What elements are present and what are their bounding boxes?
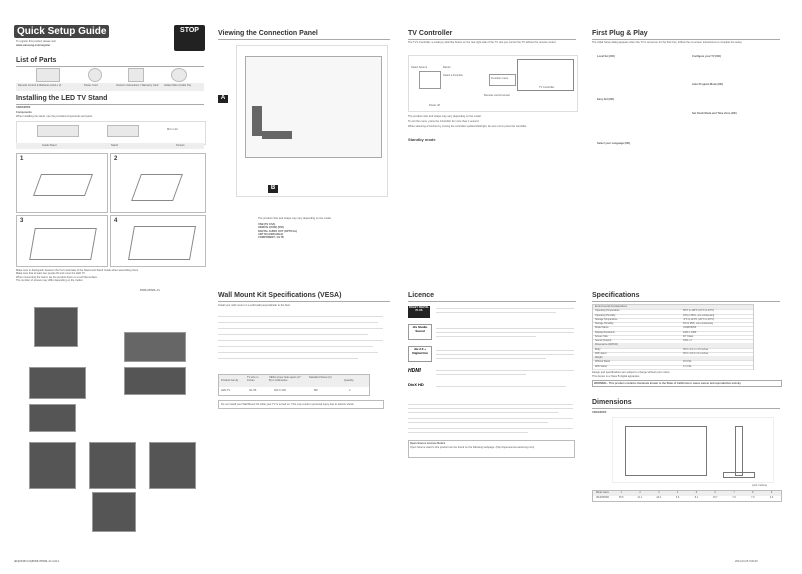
licence-title: Licence — [408, 292, 435, 299]
spec-value: 15.9 lbs — [683, 360, 692, 364]
footer-left: [EN]H6350-NA]BN68-05598L-01.indd 1 — [14, 560, 60, 563]
dim-cell: 21.1 — [637, 496, 643, 499]
port-item: COMPONENT / AV IN — [258, 236, 284, 240]
register-url[interactable]: www.samsung.com/register — [16, 44, 51, 47]
install-note: The number of screws may differ depending on the model. — [16, 278, 83, 282]
open-source-text: Open Source used in this product can be found on the following webpage. (http://opensource.samsung.com) — [410, 446, 535, 450]
dim-col-header: 6 — [706, 491, 725, 496]
install-note: When connecting the stand, lay the product down on a soft flat surface. — [16, 275, 98, 279]
install-notes — [16, 269, 204, 282]
spec-label: Display Resolution — [595, 330, 615, 334]
spec-label: Storage Temperature — [595, 317, 618, 321]
dim-cell: 15.7 — [712, 496, 718, 499]
part-remote — [36, 68, 60, 82]
pnp-step: Auto Program Mode (OK) — [692, 83, 724, 87]
vesa-col-header: TV size in inches — [247, 376, 259, 382]
stand-illustration — [131, 174, 183, 201]
dim-cell: UN40H6350 — [595, 496, 609, 499]
spec-label: Dimensions (WxHxD) — [595, 343, 618, 347]
vesa-cell: LED-TV — [221, 389, 231, 392]
part-cable-tie — [171, 68, 187, 82]
flow-screen — [34, 307, 78, 347]
part-label: Owner's Instructions / Warranty Card — [116, 84, 159, 87]
wall-mount-title: Wall Mount Kit Specifications (VESA) — [218, 292, 342, 299]
spec-label: Body — [595, 347, 601, 351]
spec-title: Specifications — [592, 292, 640, 299]
connection-footnote: The product color and shape may vary depending on the model. — [258, 217, 332, 220]
dim-cell: 36.5 — [618, 496, 624, 499]
controller-label: Power off — [429, 104, 440, 107]
dim-cell: 7.9 — [751, 496, 755, 499]
component-label: Guide Stand — [42, 144, 57, 147]
install-note: Make sure to distinguish between the front and back of the Stand and Stand Guide when assembling them. — [16, 269, 139, 272]
wall-mount-intro: Install your wall mount on a solid wall perpendicular to the floor. — [218, 304, 291, 307]
open-source-box — [408, 440, 575, 458]
step-1 — [16, 153, 108, 213]
components-strip — [16, 121, 206, 145]
screw-spec: M4 x L12 — [167, 128, 178, 131]
vesa-col-header: Standard Screw (C) — [309, 376, 332, 379]
step-3 — [16, 215, 108, 267]
vesa-col-header: Quantity — [344, 379, 354, 382]
spec-value: 40" Class — [683, 334, 694, 338]
connection-title: Viewing the Connection Panel — [218, 30, 318, 37]
controller-label: Select a Function — [443, 74, 464, 77]
component-label: Screws — [176, 144, 185, 147]
spec-value: 10W x 2 — [683, 339, 692, 343]
licence-logo: DivX HD — [408, 382, 424, 387]
dim-col-header: 3 — [649, 491, 668, 496]
dim-cell: 8.1 — [694, 496, 699, 499]
spec-value: 36.5 x 23.4 x 8.1 inches — [683, 351, 709, 355]
part-manual — [128, 68, 144, 82]
dim-col-header: 4 — [668, 491, 687, 496]
dim-col-header: 1 — [612, 491, 631, 496]
callout-a: A — [218, 95, 228, 103]
controller-intro: The TV's Controller, a small joy stick like button on the rear right side of the TV, lets you control the TV without the remote control. — [408, 41, 557, 44]
pnp-intro: The Initial Setup dialog appears when the TV is turned on for the first time. Follow the on-screen instructions to complete the setup. — [592, 41, 743, 44]
dimensions-title: Dimensions — [592, 399, 632, 406]
spec-value: 50°F to 104°F (10°C to 40°C) — [683, 309, 715, 313]
installing-model: UN40H6350 — [16, 106, 31, 109]
tv-front-drawing — [625, 426, 707, 476]
dim-col-header: Model name — [593, 491, 612, 496]
spec-note: This device is a Class B digital apparatus. — [592, 375, 641, 378]
wall-mount-body — [218, 312, 388, 382]
spec-value: UN40H6350 — [683, 326, 697, 330]
callout-b: B — [268, 185, 278, 193]
install-note: Make sure that at least two people lift and move the LED TV. — [16, 272, 86, 276]
port-item: DIGITAL AUDIO OUT (OPTICAL) — [258, 229, 298, 233]
spec-label: With Stand — [595, 364, 607, 368]
spec-label: Model Name — [595, 326, 609, 330]
guide-subtitle: To register this product please visit — [16, 40, 56, 43]
spec-label: With stand — [595, 351, 607, 355]
pnp-step: Select your Language (OK) — [597, 141, 631, 145]
step-number: 3 — [20, 218, 24, 224]
port-panel — [262, 131, 292, 139]
page-specifications — [592, 292, 782, 532]
dimensions-drawing — [612, 417, 774, 483]
pnp-step: Easy Set (OK) — [597, 98, 615, 102]
spec-value: -4°F to 113°F (-20°C to 45°C) — [683, 317, 715, 321]
spec-row — [593, 365, 753, 370]
flow-screen — [149, 442, 196, 489]
doc-code: BN68-05598L-01 — [140, 289, 160, 292]
dim-col-header: 9 — [762, 491, 781, 496]
dim-col-header: 7 — [725, 491, 744, 496]
dim-col-header: 2 — [631, 491, 650, 496]
tv-back — [245, 56, 382, 158]
flow-screen — [29, 404, 76, 432]
licence-logo: DOLBY DIGITAL PLUS — [408, 306, 430, 318]
flow-screen — [89, 442, 136, 489]
port-panel — [252, 106, 262, 136]
controller-bullet: To exit the menu, press the Controller for more than 1 second. — [408, 120, 480, 123]
spec-label: Screen Size — [595, 334, 608, 338]
pnp-step: Local Set (OK) — [597, 55, 615, 58]
vesa-col-header: Product Family — [221, 379, 239, 382]
step-number: 4 — [114, 218, 118, 224]
dimensions-unit: (unit: inches) — [752, 484, 767, 487]
spec-value: 10% to 80%, non-condensing — [683, 313, 715, 317]
parts-caption-row — [16, 143, 204, 149]
dim-col-header: 5 — [687, 491, 706, 496]
tv-back-illustration — [236, 45, 388, 197]
part-label: Holder-Wire (Cable Tie) — [164, 84, 192, 87]
stand-illustration — [33, 174, 93, 196]
stand-img — [107, 125, 139, 137]
parts-labels — [16, 83, 204, 91]
vesa-cell: M8 — [314, 389, 318, 392]
part-label: Power Cord — [84, 84, 98, 87]
dim-col-header: 8 — [743, 491, 762, 496]
licence-logo: dts Studio Sound — [408, 324, 432, 340]
list-of-parts-title: List of Parts — [16, 57, 57, 64]
pnp-left-col — [597, 55, 682, 145]
dim-cell: 2.0 — [769, 496, 774, 499]
spec-label: Weight — [595, 356, 603, 360]
standby-title: Standby mode — [408, 137, 436, 142]
dimensions-model: UN40H6350 — [592, 411, 607, 414]
spec-label: Environmental Considerations — [595, 305, 627, 308]
vesa-cell: 40~55 — [249, 389, 257, 392]
spec-label: Without Stand — [595, 360, 611, 364]
page-licence — [408, 292, 578, 532]
pnp-step: Configure your TV (OK) — [692, 55, 721, 58]
flow-screen — [124, 367, 186, 395]
tv-illustration — [128, 226, 196, 260]
controller-label: Remote control sensor — [484, 94, 511, 97]
open-source-title: Open Source Licence Notice — [410, 442, 446, 445]
function-menu-box — [489, 74, 516, 86]
part-label: Remote Control & Batteries (AAA x 2) — [18, 84, 62, 87]
spec-value: 5% to 95%, non-condensing — [683, 322, 713, 326]
pnp-step: Set Clock Mode and Time Zone (OK) — [692, 111, 737, 115]
spec-warning: WARNING - This product contains chemicals known to the State of California to cause cancer and reproductive toxicity. — [592, 380, 782, 387]
tv-side-drawing — [735, 426, 743, 476]
vesa-col-header: VESA screw hole specs (A * B) in millimeters — [269, 376, 302, 382]
page-plug-and-play — [592, 25, 782, 275]
controller-label: Return — [443, 66, 451, 69]
flow-screen — [29, 442, 76, 489]
spec-label: Storage Humidity — [595, 322, 614, 326]
page-connection — [218, 25, 393, 275]
port-item: ANT IN (AIR/CABLE) — [258, 232, 284, 236]
spec-note: Design and specifications are subject to change without prior notice. — [592, 371, 671, 374]
pnp-title: First Plug & Play — [592, 30, 648, 37]
controller-label: TV Controller — [539, 86, 555, 89]
spec-label: Operating Humidity — [595, 313, 616, 317]
step-2 — [110, 153, 206, 213]
controller-diagram — [408, 55, 578, 112]
installing-title: Installing the LED TV Stand — [16, 95, 108, 102]
stop-box — [174, 25, 205, 51]
spec-value: 36.5 x 21.1 x 3.6 inches — [683, 347, 709, 351]
step-number: 1 — [20, 156, 24, 162]
spec-value: 1920 x 1080 — [683, 330, 697, 334]
part-power-cord — [88, 68, 102, 82]
vesa-table — [218, 374, 370, 396]
port-item: USB (5V 0.5A) — [258, 223, 276, 226]
controller-title: TV Controller — [408, 30, 453, 37]
licence-logo: dts 2.0 + Digital Out — [408, 346, 432, 362]
controller-bullet: When selecting a function by moving the controller up/down/left/right, be sure not to press the controller. — [408, 125, 528, 128]
vesa-cell: 200 X 200 — [274, 389, 286, 392]
dim-cell: 23.4 — [656, 496, 662, 499]
pnp-right-col — [692, 55, 777, 115]
tv-illustration — [29, 228, 97, 260]
dimensions-table — [592, 490, 782, 502]
component-label: Stand — [111, 144, 118, 147]
step-4 — [110, 215, 206, 267]
components-label: Components — [16, 111, 32, 114]
guide-title: Quick Setup Guide — [14, 25, 109, 38]
dim-cell: 3.6 — [675, 496, 680, 499]
flow-screen — [29, 367, 86, 399]
stop-title: STOP — [180, 27, 199, 34]
licence-logo: HDMI — [408, 368, 421, 374]
controller-label: Function menu — [491, 77, 509, 80]
spec-value: 17.2 lbs — [683, 364, 692, 368]
port-list — [258, 223, 388, 239]
spec-table — [592, 304, 754, 370]
controller-bullet: The product color and shape may vary depending on the model. — [408, 115, 482, 118]
page-flowchart — [14, 292, 204, 532]
spec-label: Sound (Output) — [595, 339, 612, 343]
stand-base-drawing — [723, 472, 755, 478]
vesa-header-row — [219, 375, 369, 387]
step-number: 2 — [114, 156, 118, 162]
page-tv-controller — [408, 25, 578, 275]
page-wall-mount — [218, 292, 393, 532]
vesa-row — [219, 388, 369, 394]
flow-screen — [124, 332, 186, 362]
controller-label: Select Source — [411, 66, 428, 69]
wall-mount-note: Do not install your Wall Mount Kit while your TV is turned on. This may result in personal injury due to electric shock. — [218, 400, 384, 409]
guide-stand-img — [37, 125, 79, 137]
port-item: HDMI IN 1(STB) (DVI) — [258, 226, 284, 230]
vesa-cell: 4 — [349, 389, 351, 392]
page-quick-setup — [14, 25, 204, 295]
footer-right: 2014-03-25 3:00:00 — [735, 560, 758, 563]
components-note: When installing the stand, use the provided components and parts. — [16, 115, 93, 118]
flow-screen — [92, 492, 136, 532]
spec-label: Operating Temperature — [595, 309, 620, 313]
dim-cell: 7.9 — [732, 496, 736, 499]
controller-box — [419, 71, 441, 89]
